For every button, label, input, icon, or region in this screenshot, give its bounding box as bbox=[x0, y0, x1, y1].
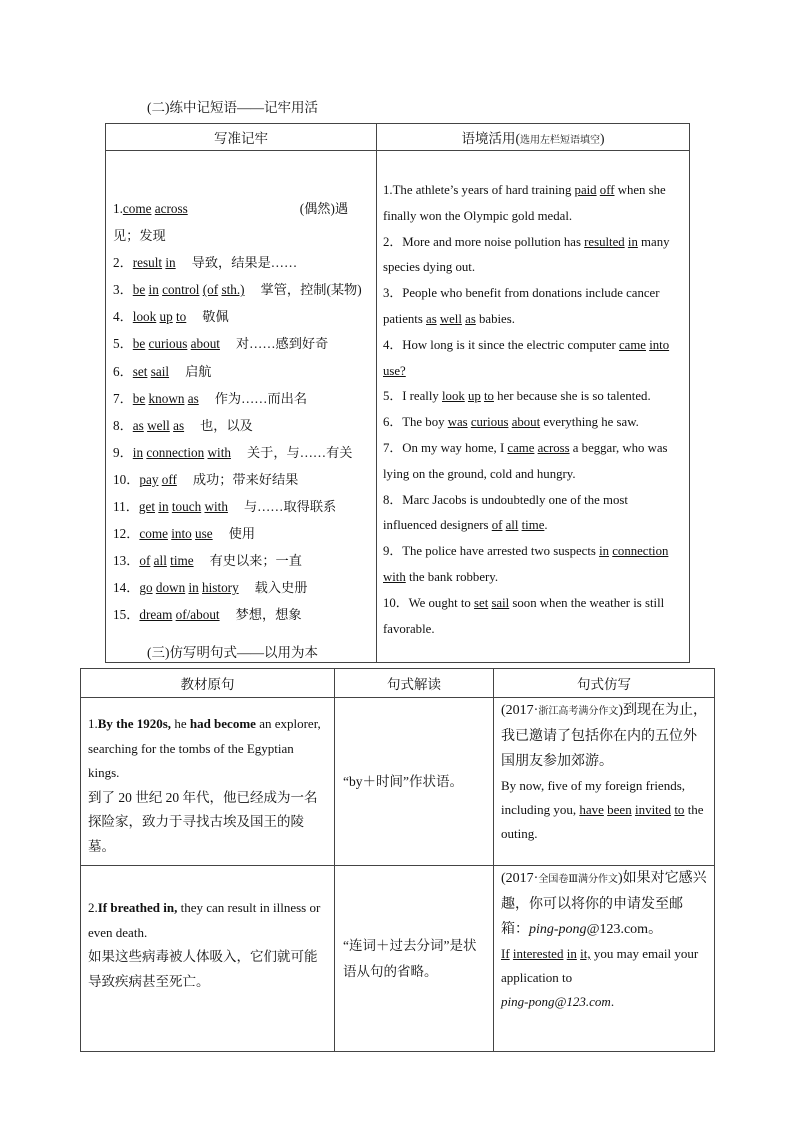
phrase-word: sth.) bbox=[221, 282, 245, 298]
phrase-item bbox=[113, 249, 370, 276]
phrase-word: be bbox=[132, 282, 146, 298]
phrase-word: be bbox=[132, 390, 146, 406]
phrase-word: down bbox=[155, 580, 186, 596]
sentence-9: 9．The police have arrested two suspects in connection with the bank robbery. bbox=[383, 544, 669, 584]
phrase-word: in bbox=[148, 282, 159, 298]
phrase-word: come bbox=[122, 201, 152, 216]
phrase-item bbox=[113, 439, 370, 466]
phrase-number: 4． bbox=[113, 309, 133, 325]
phrase-meaning: 与……取得联系 bbox=[243, 499, 337, 515]
sentence-10: 10．We ought to set sail soon when the weather is still favorable. bbox=[383, 595, 665, 636]
phrase-word: across bbox=[154, 201, 188, 216]
phrase-number: 3． bbox=[113, 282, 133, 298]
phrase-word: about bbox=[190, 336, 220, 352]
sentence-4: 4．How long is it since the electric computer came into use? bbox=[383, 337, 670, 378]
phrase-number: 2． bbox=[113, 255, 133, 271]
phrase-number: 6． bbox=[113, 363, 133, 379]
phrase-word: time bbox=[170, 553, 194, 569]
phrase-word: up bbox=[159, 309, 173, 325]
sentence-5: 5．I really look up to her because she is so talented. bbox=[383, 389, 651, 404]
phrase-word: control bbox=[162, 282, 200, 298]
phrase-item bbox=[113, 493, 370, 520]
explain-col-header: 句式解读 bbox=[335, 669, 494, 698]
phrase-number: 9． bbox=[113, 444, 133, 460]
phrase-word: all bbox=[153, 553, 167, 569]
phrase-number: 5． bbox=[113, 336, 133, 352]
phrase-word: sail bbox=[150, 363, 170, 379]
phrase-number: 8． bbox=[113, 417, 133, 433]
sentence-3: 3．People who benefit from donations include cancer patients as well as babies. bbox=[383, 286, 660, 326]
phrase-word: known bbox=[148, 390, 185, 406]
phrase-number: 13． bbox=[113, 553, 140, 569]
original-col-header: 教材原句 bbox=[81, 669, 335, 698]
phrase-word: come bbox=[139, 526, 168, 542]
phrase-number: 10． bbox=[113, 471, 140, 487]
phrase-meaning: 使用 bbox=[228, 526, 256, 542]
phrase-item bbox=[113, 303, 370, 330]
phrase-word: history bbox=[202, 580, 239, 596]
sentence-8: 8．Marc Jacobs is undoubtedly one of the most influenced designers of all time. bbox=[383, 492, 628, 533]
context-col-header: 语境活用(选用左栏短语填空) bbox=[377, 124, 690, 151]
phrase-meaning: 敬佩 bbox=[202, 309, 229, 325]
phrase-meaning: 导致，结果是…… bbox=[191, 255, 298, 271]
phrase-meaning: (偶然)遇见；发现 bbox=[113, 201, 349, 244]
phrase-item bbox=[113, 412, 370, 439]
explain-2: “连词＋过去分词”是状语从句的省略。 bbox=[335, 866, 494, 1052]
phrase-word: in bbox=[158, 499, 169, 515]
context-sentences bbox=[377, 151, 690, 663]
phrase-meaning: 关于，与……有关 bbox=[246, 444, 353, 460]
phrase-meaning: 成功；带来好结果 bbox=[192, 471, 299, 487]
phrase-meaning: 梦想，想象 bbox=[235, 607, 302, 623]
phrase-meaning: 启航 bbox=[185, 363, 212, 379]
sentence-patterns-table bbox=[80, 668, 715, 1052]
phrase-word: of bbox=[139, 553, 151, 569]
phrase-meaning: 有史以来；一直 bbox=[209, 553, 302, 569]
phrase-number: 15． bbox=[113, 607, 140, 623]
phrase-word: pay bbox=[139, 471, 159, 487]
phrase-word: get bbox=[138, 499, 156, 515]
phrase-word: curious bbox=[148, 336, 188, 352]
phrase-meaning: 作为……而出名 bbox=[214, 390, 308, 406]
phrase-word: with bbox=[204, 499, 228, 515]
original-sentence-1: 1.By the 1920s, he had become an explorer, searching for the tombs of the Egyptian kings. 到了 20 世纪 20 年代，他已经成为一名探险家，致力于寻找古埃及国王的陵墓。 bbox=[81, 698, 335, 866]
phrase-item bbox=[113, 601, 370, 628]
phrase-word: of/about bbox=[175, 607, 220, 623]
phrase-word: connection bbox=[146, 444, 205, 460]
phrase-word: use bbox=[195, 526, 213, 542]
phrase-word: as bbox=[173, 417, 185, 433]
sentence-2: 2．More and more noise pollution has resulted in many species dying out. bbox=[383, 234, 670, 275]
phrase-item bbox=[113, 547, 370, 574]
phrases-table bbox=[105, 123, 690, 663]
phrase-number: 1. bbox=[113, 201, 123, 216]
phrase-word: in bbox=[132, 444, 144, 460]
phrase-word: well bbox=[147, 417, 170, 433]
phrase-word: set bbox=[132, 363, 148, 379]
phrases-list bbox=[106, 151, 377, 663]
phrase-word: (of bbox=[202, 282, 219, 298]
phrase-item bbox=[113, 330, 370, 357]
phrase-number: 11． bbox=[113, 499, 139, 515]
explain-1: “by＋时间”作状语。 bbox=[335, 698, 494, 866]
phrase-word: result bbox=[132, 255, 163, 271]
phrase-word: go bbox=[139, 580, 153, 596]
phrase-item bbox=[113, 574, 370, 601]
imitate-col-header: 句式仿写 bbox=[494, 669, 715, 698]
imitation-1: (2017·浙江高考满分作文)到现在为止，我已邀请了包括你在内的五位外国朋友参加郊游。 By now, five of my foreign friends, including you, have been invited to the outing. bbox=[494, 698, 715, 866]
phrase-number: 7． bbox=[113, 390, 133, 406]
section-3-title: (三)仿写明句式——以用为本 bbox=[147, 645, 318, 660]
section-2-title: (二)练中记短语——记牢用活 bbox=[147, 100, 318, 115]
phrase-item bbox=[113, 358, 370, 385]
phrase-meaning: 掌管，控制(某物) bbox=[260, 282, 362, 298]
phrase-item bbox=[113, 276, 370, 303]
phrase-word: touch bbox=[171, 499, 202, 515]
phrase-word: look bbox=[132, 309, 157, 325]
phrase-word: into bbox=[171, 526, 192, 542]
phrase-word: to bbox=[176, 309, 187, 325]
phrase-meaning: 载入史册 bbox=[254, 580, 308, 596]
phrases-col-header: 写准记牢 bbox=[106, 124, 377, 151]
phrase-word: as bbox=[132, 417, 144, 433]
phrase-item bbox=[113, 195, 370, 249]
phrase-item bbox=[113, 385, 370, 412]
phrase-item bbox=[113, 466, 370, 493]
phrase-word: dream bbox=[139, 607, 173, 623]
sentence-6: 6．The boy was curious about everything he saw. bbox=[383, 415, 639, 430]
sentence-7: 7．On my way home, I came across a beggar, who was lying on the ground, cold and hungry. bbox=[383, 440, 668, 481]
phrase-number: 14． bbox=[113, 580, 140, 596]
phrase-number: 12． bbox=[113, 526, 140, 542]
phrase-word: with bbox=[207, 444, 231, 460]
original-sentence-2: 2.If breathed in, they can result in illness or even death. 如果这些病毒被人体吸入，它们就可能导致疾病甚至死亡。 bbox=[81, 866, 335, 1052]
phrase-word: in bbox=[165, 255, 176, 271]
phrase-meaning: 也，以及 bbox=[200, 417, 253, 433]
imitation-2: (2017·全国卷Ⅲ满分作文)如果对它感兴趣，你可以将你的申请发至邮箱：ping-pong@123.com。 If interested in it, you may email your application to ping-pong@123.com. bbox=[494, 866, 715, 1052]
phrase-word: in bbox=[188, 580, 199, 596]
phrase-meaning: 对……感到好奇 bbox=[235, 336, 329, 352]
phrase-word: as bbox=[187, 390, 199, 406]
sentence-1: 1.The athlete’s years of hard training paid off when she finally won the Olympic gold medal. bbox=[383, 183, 666, 223]
phrase-word: off bbox=[161, 471, 177, 487]
phrase-item bbox=[113, 520, 370, 547]
phrase-word: be bbox=[132, 336, 146, 352]
